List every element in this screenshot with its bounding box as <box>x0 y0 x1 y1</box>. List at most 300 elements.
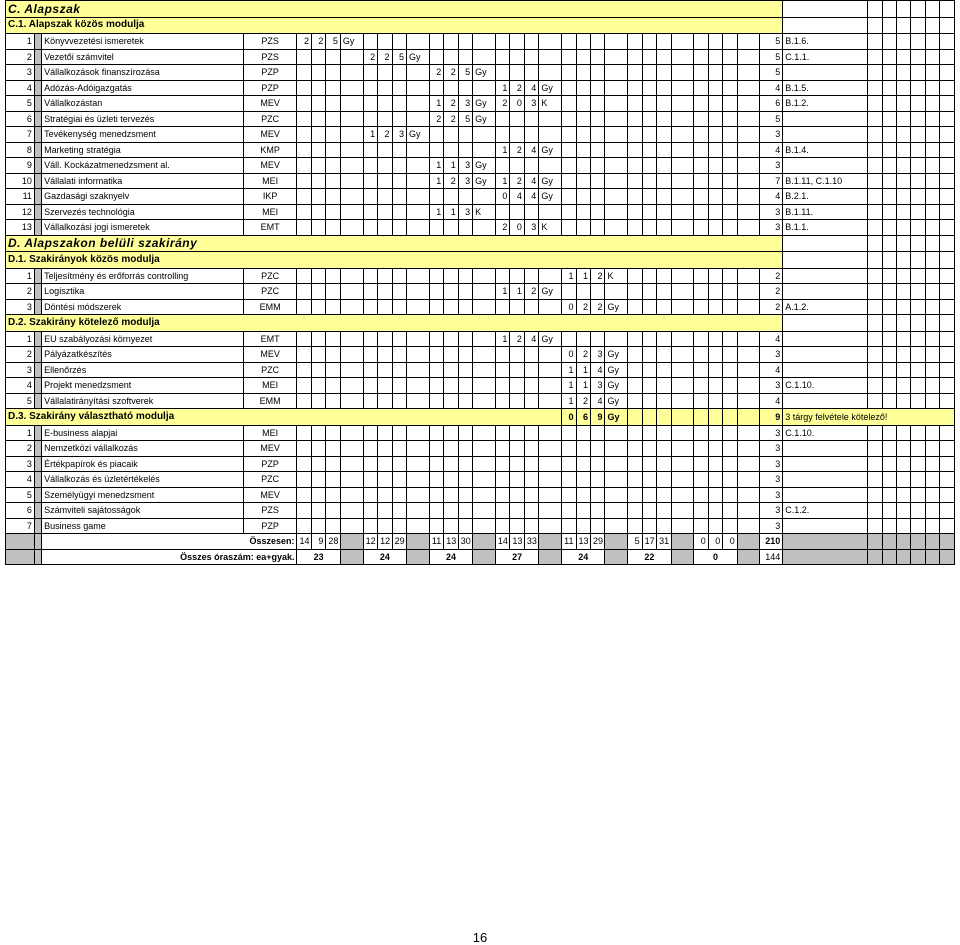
semester-3-cell <box>429 425 443 441</box>
semester-2-cell <box>378 425 392 441</box>
semester-1-cell <box>340 189 363 205</box>
semester-4-cell <box>524 111 538 127</box>
spacer-cell <box>34 204 41 220</box>
semester-3-cell <box>444 362 458 378</box>
semester-5-cell <box>562 503 576 519</box>
credit-cell: 3 <box>760 472 783 488</box>
semester-3-cell: 1 <box>429 204 443 220</box>
semester-4-cell <box>539 456 562 472</box>
empty-cell <box>940 173 955 189</box>
empty-cell <box>925 347 939 363</box>
semester-1-cell <box>311 80 325 96</box>
semester-5-cell <box>562 331 576 347</box>
semester-5-cell <box>605 518 628 534</box>
semester-3-cell <box>458 284 472 300</box>
empty-cell <box>868 189 882 205</box>
semester-7-cell <box>708 65 722 81</box>
semester-4-cell: 2 <box>510 331 524 347</box>
semester-5-cell: 0 <box>562 409 576 426</box>
semester-2-cell <box>378 204 392 220</box>
semester-5-cell <box>605 189 628 205</box>
prerequisite-cell: B.1.11. <box>783 204 868 220</box>
total-cell: 13 <box>444 534 458 550</box>
total-cell: 30 <box>458 534 472 550</box>
empty-cell <box>911 34 925 50</box>
semester-2-cell <box>363 220 377 236</box>
credit-cell: 3 <box>760 518 783 534</box>
spacer-cell <box>34 347 41 363</box>
empty-cell <box>911 393 925 409</box>
semester-5-cell: 2 <box>590 299 604 315</box>
semester-6-cell <box>628 331 642 347</box>
semester-5-cell <box>590 441 604 457</box>
semester-1-cell <box>297 362 311 378</box>
semester-1-cell <box>311 518 325 534</box>
semester-5-cell: 2 <box>576 347 590 363</box>
semester-4-cell <box>495 347 509 363</box>
semester-3-cell <box>458 49 472 65</box>
credit-cell: 4 <box>760 142 783 158</box>
semester-7-cell <box>694 518 708 534</box>
semester-6-cell <box>642 158 656 174</box>
empty-cell <box>868 503 882 519</box>
empty-cell <box>882 393 896 409</box>
semester-1-cell <box>340 472 363 488</box>
empty-cell <box>911 127 925 143</box>
spacer-cell <box>34 378 41 394</box>
semester-6-cell <box>671 503 694 519</box>
semester-6-cell <box>657 111 671 127</box>
semester-5-cell <box>590 284 604 300</box>
course-row <box>6 362 955 378</box>
semester-1-cell <box>297 204 311 220</box>
semester-2-cell <box>407 393 430 409</box>
semester-3-cell <box>473 441 496 457</box>
hours-cell: 27 <box>495 549 538 565</box>
empty-cell <box>868 17 882 34</box>
semester-3-cell <box>458 472 472 488</box>
course-name: Tevékenység menedzsment <box>42 127 244 143</box>
semester-6-cell <box>671 518 694 534</box>
semester-3-cell: Gy <box>473 173 496 189</box>
semester-7-cell <box>737 456 760 472</box>
semester-2-cell: 2 <box>363 49 377 65</box>
semester-2-cell <box>407 204 430 220</box>
semester-1-cell <box>340 96 363 112</box>
semester-5-cell <box>562 284 576 300</box>
empty-cell <box>940 142 955 158</box>
semester-7-cell <box>723 204 737 220</box>
semester-7-cell <box>723 425 737 441</box>
prerequisite-cell <box>783 268 868 284</box>
course-name: Projekt menedzsment <box>42 378 244 394</box>
semester-3-cell <box>473 284 496 300</box>
semester-7-cell <box>694 204 708 220</box>
semester-1-cell <box>311 378 325 394</box>
empty-cell <box>940 425 955 441</box>
semester-7-cell <box>723 80 737 96</box>
semester-6-cell <box>657 503 671 519</box>
semester-6-cell <box>642 204 656 220</box>
semester-7-cell <box>737 518 760 534</box>
semester-3-cell <box>429 347 443 363</box>
empty-cell <box>925 487 939 503</box>
semester-1-cell <box>297 456 311 472</box>
semester-4-cell <box>539 393 562 409</box>
semester-2-cell <box>407 268 430 284</box>
empty-cell <box>882 235 896 252</box>
empty-cell <box>911 441 925 457</box>
semester-4-cell: 2 <box>510 173 524 189</box>
row-number: 1 <box>6 331 35 347</box>
semester-5-cell <box>562 220 576 236</box>
empty-cell <box>868 441 882 457</box>
semester-4-cell: K <box>539 220 562 236</box>
semester-1-cell <box>340 158 363 174</box>
section-header-row <box>6 1 955 18</box>
semester-6-cell <box>671 393 694 409</box>
semester-1-cell <box>297 518 311 534</box>
semester-7-cell <box>708 34 722 50</box>
semester-4-cell: 2 <box>510 142 524 158</box>
credit-cell: 3 <box>760 347 783 363</box>
empty-cell <box>940 284 955 300</box>
prerequisite-cell: B.1.11, C.1.10 <box>783 173 868 189</box>
semester-4-cell <box>524 49 538 65</box>
semester-7-cell <box>708 331 722 347</box>
semester-7-cell <box>723 127 737 143</box>
empty-cell <box>940 441 955 457</box>
course-name: Vállalatirányítási szoftverek <box>42 393 244 409</box>
semester-6-cell <box>628 378 642 394</box>
spacer-cell <box>34 80 41 96</box>
totals-row <box>6 534 955 550</box>
semester-2-cell <box>392 284 406 300</box>
semester-1-cell <box>311 96 325 112</box>
semester-6-cell <box>657 127 671 143</box>
credit-cell: 3 <box>760 204 783 220</box>
semester-2-cell <box>378 299 392 315</box>
total-cell: 14 <box>297 534 311 550</box>
semester-7-cell <box>708 362 722 378</box>
semester-1-cell <box>311 472 325 488</box>
semester-7-cell <box>708 378 722 394</box>
empty-cell <box>896 127 910 143</box>
semester-1-cell <box>311 142 325 158</box>
semester-6-cell <box>671 96 694 112</box>
semester-4-cell <box>495 441 509 457</box>
semester-4-cell <box>495 127 509 143</box>
empty-cell <box>882 347 896 363</box>
semester-2-cell <box>363 189 377 205</box>
semester-4-cell <box>510 472 524 488</box>
empty-cell <box>882 472 896 488</box>
semester-4-cell <box>539 347 562 363</box>
empty-cell <box>925 425 939 441</box>
empty-cell <box>911 49 925 65</box>
row-number: 10 <box>6 173 35 189</box>
prerequisite-cell <box>783 127 868 143</box>
semester-5-cell: 1 <box>562 362 576 378</box>
empty-cell <box>882 284 896 300</box>
semester-7-cell <box>708 518 722 534</box>
empty-cell <box>868 220 882 236</box>
semester-4-cell: 1 <box>495 173 509 189</box>
semester-2-cell <box>407 220 430 236</box>
empty-cell <box>882 220 896 236</box>
semester-5-cell <box>605 331 628 347</box>
semester-2-cell <box>363 331 377 347</box>
semester-4-cell <box>539 378 562 394</box>
semester-2-cell: 5 <box>392 49 406 65</box>
spacer-cell <box>34 393 41 409</box>
course-row <box>6 299 955 315</box>
course-name: Ellenőrzés <box>42 362 244 378</box>
semester-6-cell <box>671 158 694 174</box>
semester-5-cell <box>576 34 590 50</box>
empty-cell <box>882 127 896 143</box>
course-row <box>6 204 955 220</box>
semester-2-cell <box>378 34 392 50</box>
semester-3-cell <box>429 441 443 457</box>
prerequisite-cell: A.1.2. <box>783 299 868 315</box>
semester-4-cell <box>495 518 509 534</box>
semester-1-cell <box>340 111 363 127</box>
empty-cell <box>868 425 882 441</box>
semester-5-cell: 3 <box>590 347 604 363</box>
semester-2-cell <box>392 518 406 534</box>
semester-1-cell <box>340 220 363 236</box>
semester-7-cell <box>708 441 722 457</box>
department-code: PZS <box>243 503 297 519</box>
empty-cell <box>940 49 955 65</box>
semester-2-cell <box>363 204 377 220</box>
semester-1-cell <box>297 472 311 488</box>
semester-2-cell <box>378 503 392 519</box>
semester-5-cell: 4 <box>590 362 604 378</box>
semester-4-cell <box>510 268 524 284</box>
empty-cell <box>882 503 896 519</box>
semester-3-cell <box>429 331 443 347</box>
semester-3-cell <box>458 393 472 409</box>
semester-6-cell <box>628 49 642 65</box>
semester-5-cell <box>605 127 628 143</box>
module-header-row <box>6 409 955 426</box>
semester-2-cell <box>363 425 377 441</box>
prerequisite-cell: B.1.1. <box>783 220 868 236</box>
empty-cell <box>940 487 955 503</box>
semester-7-cell <box>708 472 722 488</box>
empty-cell <box>882 378 896 394</box>
semester-1-cell <box>326 299 340 315</box>
semester-2-cell <box>378 362 392 378</box>
semester-2-cell: 2 <box>378 127 392 143</box>
semester-1-cell <box>340 142 363 158</box>
semester-6-cell <box>628 142 642 158</box>
semester-6-cell <box>628 362 642 378</box>
empty-cell <box>896 34 910 50</box>
row-number: 3 <box>6 362 35 378</box>
semester-4-cell <box>510 299 524 315</box>
page-number: 16 <box>472 930 488 945</box>
semester-7-cell <box>723 299 737 315</box>
empty-cell <box>882 189 896 205</box>
semester-5-cell <box>576 96 590 112</box>
semester-4-cell <box>524 268 538 284</box>
semester-5-cell <box>590 189 604 205</box>
empty-cell <box>925 393 939 409</box>
semester-3-cell <box>429 518 443 534</box>
semester-6-cell <box>671 487 694 503</box>
empty-cell <box>882 331 896 347</box>
semester-4-cell <box>510 347 524 363</box>
row-number: 13 <box>6 220 35 236</box>
semester-6-cell <box>657 268 671 284</box>
semester-2-cell <box>363 393 377 409</box>
semester-2-cell <box>407 34 430 50</box>
semester-6-cell <box>657 204 671 220</box>
semester-2-cell <box>378 456 392 472</box>
semester-5-cell <box>605 472 628 488</box>
semester-4-cell <box>524 487 538 503</box>
semester-3-cell <box>444 503 458 519</box>
semester-2-cell <box>378 173 392 189</box>
semester-7-cell <box>723 518 737 534</box>
credit-cell: 2 <box>760 299 783 315</box>
semester-2-cell: Gy <box>407 127 430 143</box>
semester-3-cell <box>444 220 458 236</box>
spacer-cell <box>34 173 41 189</box>
semester-4-cell <box>539 299 562 315</box>
semester-4-cell <box>495 362 509 378</box>
semester-7-cell <box>708 393 722 409</box>
semester-6-cell <box>671 142 694 158</box>
empty-cell <box>911 425 925 441</box>
semester-6-cell <box>642 456 656 472</box>
semester-1-cell <box>297 441 311 457</box>
semester-2-cell <box>363 487 377 503</box>
empty-cell <box>868 393 882 409</box>
semester-6-cell <box>628 284 642 300</box>
semester-4-cell: 2 <box>510 80 524 96</box>
empty-cell <box>925 331 939 347</box>
semester-2-cell <box>363 284 377 300</box>
empty-cell <box>896 378 910 394</box>
semester-2-cell <box>378 393 392 409</box>
semester-4-cell <box>495 487 509 503</box>
module-header-row <box>6 315 955 332</box>
semester-2-cell <box>392 173 406 189</box>
semester-3-cell <box>444 487 458 503</box>
semester-7-cell <box>694 299 708 315</box>
semester-3-cell <box>444 518 458 534</box>
semester-2-cell <box>363 518 377 534</box>
semester-2-cell <box>392 34 406 50</box>
credit-cell: 6 <box>760 96 783 112</box>
row-number: 2 <box>6 284 35 300</box>
semester-5-cell: 0 <box>562 347 576 363</box>
empty-cell <box>940 96 955 112</box>
empty-cell <box>882 315 896 332</box>
empty-cell <box>896 65 910 81</box>
semester-4-cell: K <box>539 96 562 112</box>
semester-3-cell <box>458 441 472 457</box>
semester-3-cell <box>444 331 458 347</box>
semester-7-cell <box>708 487 722 503</box>
semester-5-cell <box>562 96 576 112</box>
empty-cell <box>628 409 642 426</box>
semester-7-cell <box>694 65 708 81</box>
empty-cell <box>868 158 882 174</box>
course-name: Váll. Kockázatmenedzsment al. <box>42 158 244 174</box>
semester-6-cell <box>642 518 656 534</box>
semester-7-cell <box>737 204 760 220</box>
semester-1-cell <box>326 347 340 363</box>
department-code: MEI <box>243 173 297 189</box>
empty-cell <box>940 362 955 378</box>
semester-5-cell <box>562 441 576 457</box>
semester-2-cell <box>392 472 406 488</box>
semester-1-cell <box>297 378 311 394</box>
semester-2-cell <box>378 96 392 112</box>
course-row <box>6 127 955 143</box>
semester-2-cell <box>392 378 406 394</box>
semester-7-cell <box>723 472 737 488</box>
total-cell: 29 <box>392 534 406 550</box>
semester-3-cell <box>458 362 472 378</box>
row-number: 12 <box>6 204 35 220</box>
total-cell: 0 <box>694 534 708 550</box>
empty-cell <box>868 487 882 503</box>
semester-3-cell <box>444 299 458 315</box>
semester-1-cell <box>297 173 311 189</box>
semester-1-cell <box>340 456 363 472</box>
semester-2-cell <box>392 158 406 174</box>
prerequisite-cell <box>783 111 868 127</box>
semester-2-cell <box>407 487 430 503</box>
semester-5-cell <box>605 111 628 127</box>
semester-7-cell <box>708 284 722 300</box>
semester-3-cell <box>429 456 443 472</box>
spacer-cell <box>34 158 41 174</box>
semester-5-cell <box>590 142 604 158</box>
semester-7-cell <box>694 456 708 472</box>
empty-cell <box>868 315 882 332</box>
semester-2-cell <box>378 268 392 284</box>
semester-4-cell <box>495 472 509 488</box>
semester-5-cell <box>576 204 590 220</box>
semester-4-cell <box>524 362 538 378</box>
department-code: MEI <box>243 378 297 394</box>
row-number: 8 <box>6 142 35 158</box>
semester-5-cell <box>590 158 604 174</box>
semester-3-cell <box>458 503 472 519</box>
empty-cell <box>882 252 896 269</box>
empty-cell <box>694 409 708 426</box>
semester-3-cell: 1 <box>429 158 443 174</box>
semester-1-cell <box>311 65 325 81</box>
total-cell: 11 <box>429 534 443 550</box>
semester-3-cell <box>458 220 472 236</box>
empty-cell <box>882 456 896 472</box>
totals-label: Összesen: <box>42 534 297 550</box>
spacer-cell <box>34 331 41 347</box>
semester-3-cell <box>473 456 496 472</box>
semester-4-cell <box>510 441 524 457</box>
course-name: Logisztika <box>42 284 244 300</box>
semester-1-cell <box>326 111 340 127</box>
empty-cell <box>925 49 939 65</box>
